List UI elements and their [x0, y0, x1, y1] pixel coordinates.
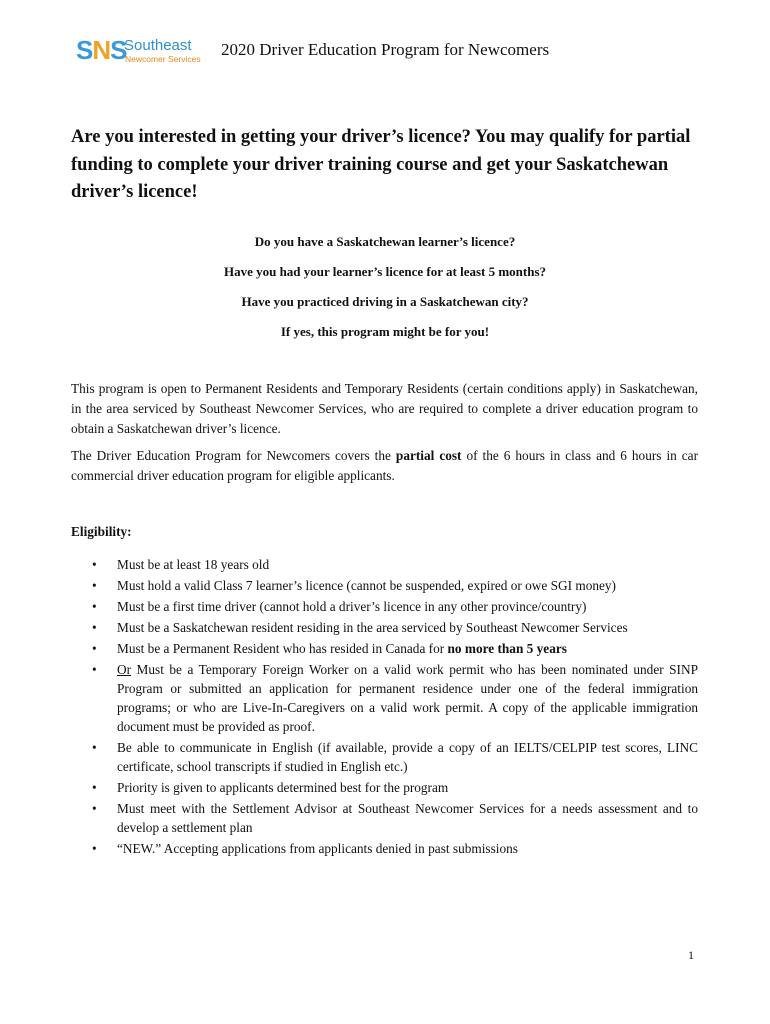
bullet-icon: •	[92, 801, 97, 816]
list-item-underlined: Or	[117, 662, 132, 677]
logo-letter-n: N	[92, 35, 111, 65]
list-item	[71, 576, 698, 595]
cost-paragraph	[71, 446, 698, 486]
list-item-text: Must be a Temporary Foreign Worker on a valid work permit who has been nominated under SINP Program or submitted an application for permanent residence under one of the federal immigration programs; or who are Live-In-Caregivers on a valid work permit. A copy of the applicable immigration document must be provided as proof.	[117, 662, 698, 734]
bullet-icon: •	[92, 641, 97, 656]
list-item	[71, 555, 698, 574]
list-item	[71, 799, 698, 837]
list-item	[71, 660, 698, 736]
page-number: 1	[688, 948, 694, 962]
list-item	[71, 738, 698, 776]
cost-text-before: The Driver Education Program for Newcomers covers the	[71, 448, 396, 463]
cost-text-bold: partial cost	[395, 448, 462, 463]
list-item-text: Must be at least 18 years old	[117, 557, 270, 572]
bullet-icon: •	[92, 620, 97, 635]
bullet-icon: •	[92, 841, 97, 856]
list-item-text: Must hold a valid Class 7 learner’s licence (cannot be suspended, expired or owe SGI money)	[117, 578, 616, 593]
logo-letter-s: S	[76, 35, 93, 65]
logo-mark	[76, 36, 126, 64]
list-item	[71, 839, 698, 858]
list-item-text: Must be a first time driver (cannot hold a driver’s licence in any other province/country)	[117, 599, 587, 614]
eligibility-list	[71, 555, 698, 860]
header-title: 2020 Driver Education Program for Newcomers	[221, 40, 550, 59]
list-item	[71, 597, 698, 616]
question-2: Have you had your learner’s licence for at least 5 months?	[223, 264, 547, 279]
list-item	[71, 639, 698, 658]
question-block	[71, 232, 699, 352]
bullet-icon: •	[92, 662, 97, 677]
bullet-icon: •	[92, 740, 97, 755]
question-3: Have you practiced driving in a Saskatchewan city?	[241, 294, 529, 309]
list-item-text: Must be a Saskatchewan resident residing in the area serviced by Southeast Newcomer Services	[117, 620, 628, 635]
bullet-icon: •	[92, 557, 97, 572]
headline: Are you interested in getting your driver’s licence? You may qualify for partial funding to complete your driver training course and get your Saskatchewan driver’s licence!	[71, 127, 691, 202]
list-item-text: Must meet with the Settlement Advisor at Southeast Newcomer Services for a needs assessment and to develop a settlement plan	[117, 801, 698, 835]
intro-paragraph: This program is open to Permanent Residents and Temporary Residents (certain conditions apply) in Saskatchewan, in the area serviced by Southeast Newcomer Services, who are required to complete a driver education program to obtain a Saskatchewan driver’s licence.	[71, 381, 698, 436]
bullet-icon: •	[92, 599, 97, 614]
bullet-icon: •	[92, 780, 97, 795]
list-item-text: Must be a Permanent Resident who has resided in Canada for	[117, 641, 448, 656]
question-4: If yes, this program might be for you!	[280, 324, 490, 339]
list-item	[71, 778, 698, 797]
logo-letter-s2: S	[110, 35, 127, 65]
eligibility-heading: Eligibility:	[71, 524, 132, 539]
cost-text-after: of the 6 hours in class and 6 hours in car commercial driver education program for eligible applicants.	[71, 448, 698, 483]
list-item-text: Priority is given to applicants determined best for the program	[117, 780, 449, 795]
list-item-text: “NEW.” Accepting applications from applicants denied in past submissions	[117, 841, 518, 856]
question-1: Do you have a Saskatchewan learner’s licence?	[254, 234, 516, 249]
list-item-bold: no more than 5 years	[447, 641, 567, 656]
logo-subtitle: Newcomer Services	[125, 54, 201, 64]
list-item	[71, 618, 698, 637]
list-item-text: Be able to communicate in English (if available, provide a copy of an IELTS/CELPIP test scores, LINC certificate, school transcripts if studied in English etc.)	[117, 740, 698, 774]
logo-name: Southeast	[124, 37, 192, 54]
sns-logo	[76, 36, 206, 66]
bullet-icon: •	[92, 578, 97, 593]
